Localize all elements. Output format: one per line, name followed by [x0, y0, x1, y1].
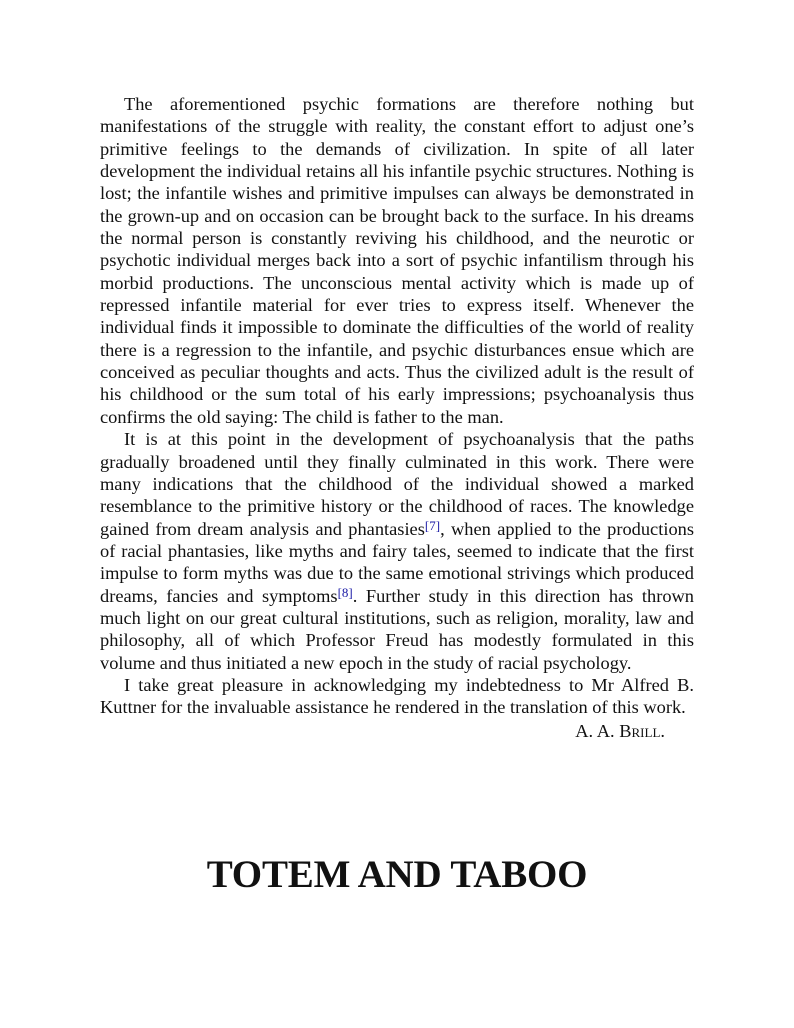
paragraph-racial-psychology [100, 428, 694, 674]
paragraph-text-part: , when applied to the productions of racial phantasies, like myths and fairy tales, seemed to indicate that the first impulse to form myths was due to the same emotional strivings which produced dreams, fancies and symptoms [100, 518, 694, 606]
preface-body [100, 93, 694, 742]
signature-surname: rill [631, 720, 661, 741]
paragraph-infantile-structures: The aforementioned psychic formations are therefore nothing but manifestations of the struggle with reality, the constant effort to adjust one’s primitive feelings to the demands of civilization. In spite of all later development the individual retains all his infantile psychic structures. Nothing is lost; the infantile wishes and primitive impulses can always be demonstrated in the grown-up and on occasion can be brought back to the surface. In his dreams the normal person is constantly reviving his childhood, and the neurotic or psychotic individual merges back into a sort of psychic infantilism through his morbid productions. The unconscious mental activity which is made up of repressed infantile material for ever tries to express itself. Whenever the individual finds it impossible to dominate the difficulties of the world of reality there is a regression to the infantile, and psychic disturbances ensue which are conceived as peculiar thoughts and acts. Thus the civilized adult is the result of his childhood or the sum total of his early impressions; psychoanalysis thus confirms the old saying: The child is father to the man. [100, 94, 694, 427]
paragraph-acknowledgement: I take great pleasure in acknowledging my indebtedness to Mr Alfred B. Kuttner for the invaluable assistance he rendered in the translation of this work. [100, 674, 694, 718]
footnote-link-8[interactable]: [8] [337, 584, 353, 600]
paragraph-text-part: It is at this point in the development of psychoanalysis that the paths gradually broadened until they finally culminated in this work. There were many indications that the childhood of the individual showed a marked resemblance to the primitive history or the childhood of races. The knowledge gained from dream analysis and phantasies [100, 429, 694, 539]
signature-initials: A. A. B [575, 720, 632, 741]
footnote-link-7[interactable]: [7] [424, 517, 441, 533]
paragraph-text-part: . Further study in this direction has thrown much light on our great cultural institutions, such as religion, morality, law and philosophy, all of which Professor Freud has modestly formulated in this volume and thus initiated a new epoch in the study of racial psychology. [100, 585, 694, 673]
chapter-title: TOTEM AND TABOO [206, 853, 588, 896]
author-signature [100, 720, 665, 742]
signature-period: . [660, 720, 665, 741]
